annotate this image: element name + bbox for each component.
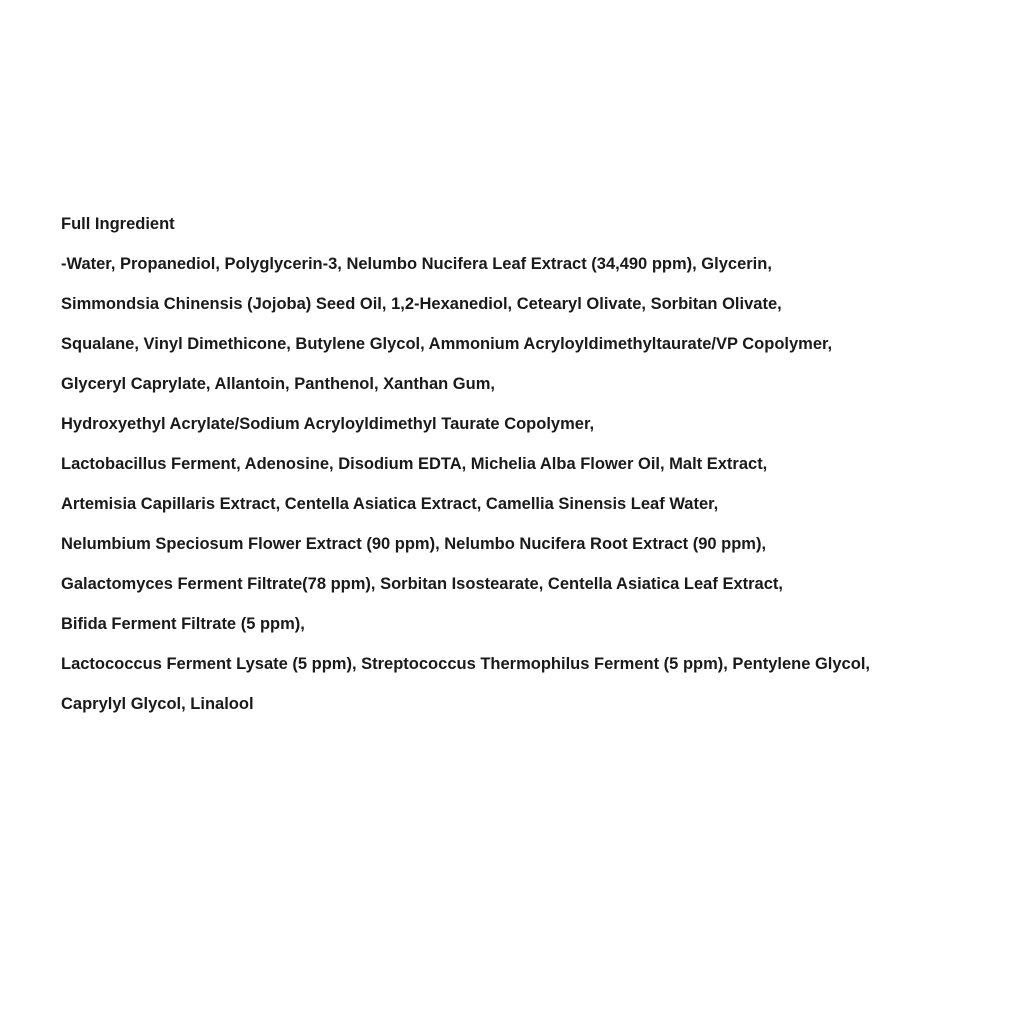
ingredient-line: Lactobacillus Ferment, Adenosine, Disodium EDTA, Michelia Alba Flower Oil, Malt Extract,	[61, 455, 768, 473]
ingredient-line: Squalane, Vinyl Dimethicone, Butylene Glycol, Ammonium Acryloyldimethyltaurate/VP Copolymer,	[61, 335, 833, 353]
ingredient-title: Full Ingredient	[61, 215, 175, 233]
ingredient-line: Artemisia Capillaris Extract, Centella Asiatica Extract, Camellia Sinensis Leaf Water,	[61, 495, 719, 513]
ingredient-line: Bifida Ferment Filtrate (5 ppm),	[61, 615, 305, 633]
ingredient-line: -Water, Propanediol, Polyglycerin-3, Nelumbo Nucifera Leaf Extract (34,490 ppm), Glycerin,	[61, 255, 772, 273]
ingredient-line: Caprylyl Glycol, Linalool	[61, 695, 254, 713]
ingredient-line: Lactococcus Ferment Lysate (5 ppm), Streptococcus Thermophilus Ferment (5 ppm), Pentylene Glycol,	[61, 655, 870, 673]
ingredient-list	[61, 204, 870, 724]
ingredient-line: Galactomyces Ferment Filtrate(78 ppm), Sorbitan Isostearate, Centella Asiatica Leaf Extract,	[61, 575, 783, 593]
ingredient-line: Nelumbium Speciosum Flower Extract (90 ppm), Nelumbo Nucifera Root Extract (90 ppm),	[61, 535, 767, 553]
ingredient-line: Glyceryl Caprylate, Allantoin, Panthenol, Xanthan Gum,	[61, 375, 495, 393]
ingredient-line: Hydroxyethyl Acrylate/Sodium Acryloyldimethyl Taurate Copolymer,	[61, 415, 595, 433]
ingredient-line: Simmondsia Chinensis (Jojoba) Seed Oil, 1,2-Hexanediol, Cetearyl Olivate, Sorbitan Olivate,	[61, 295, 782, 313]
